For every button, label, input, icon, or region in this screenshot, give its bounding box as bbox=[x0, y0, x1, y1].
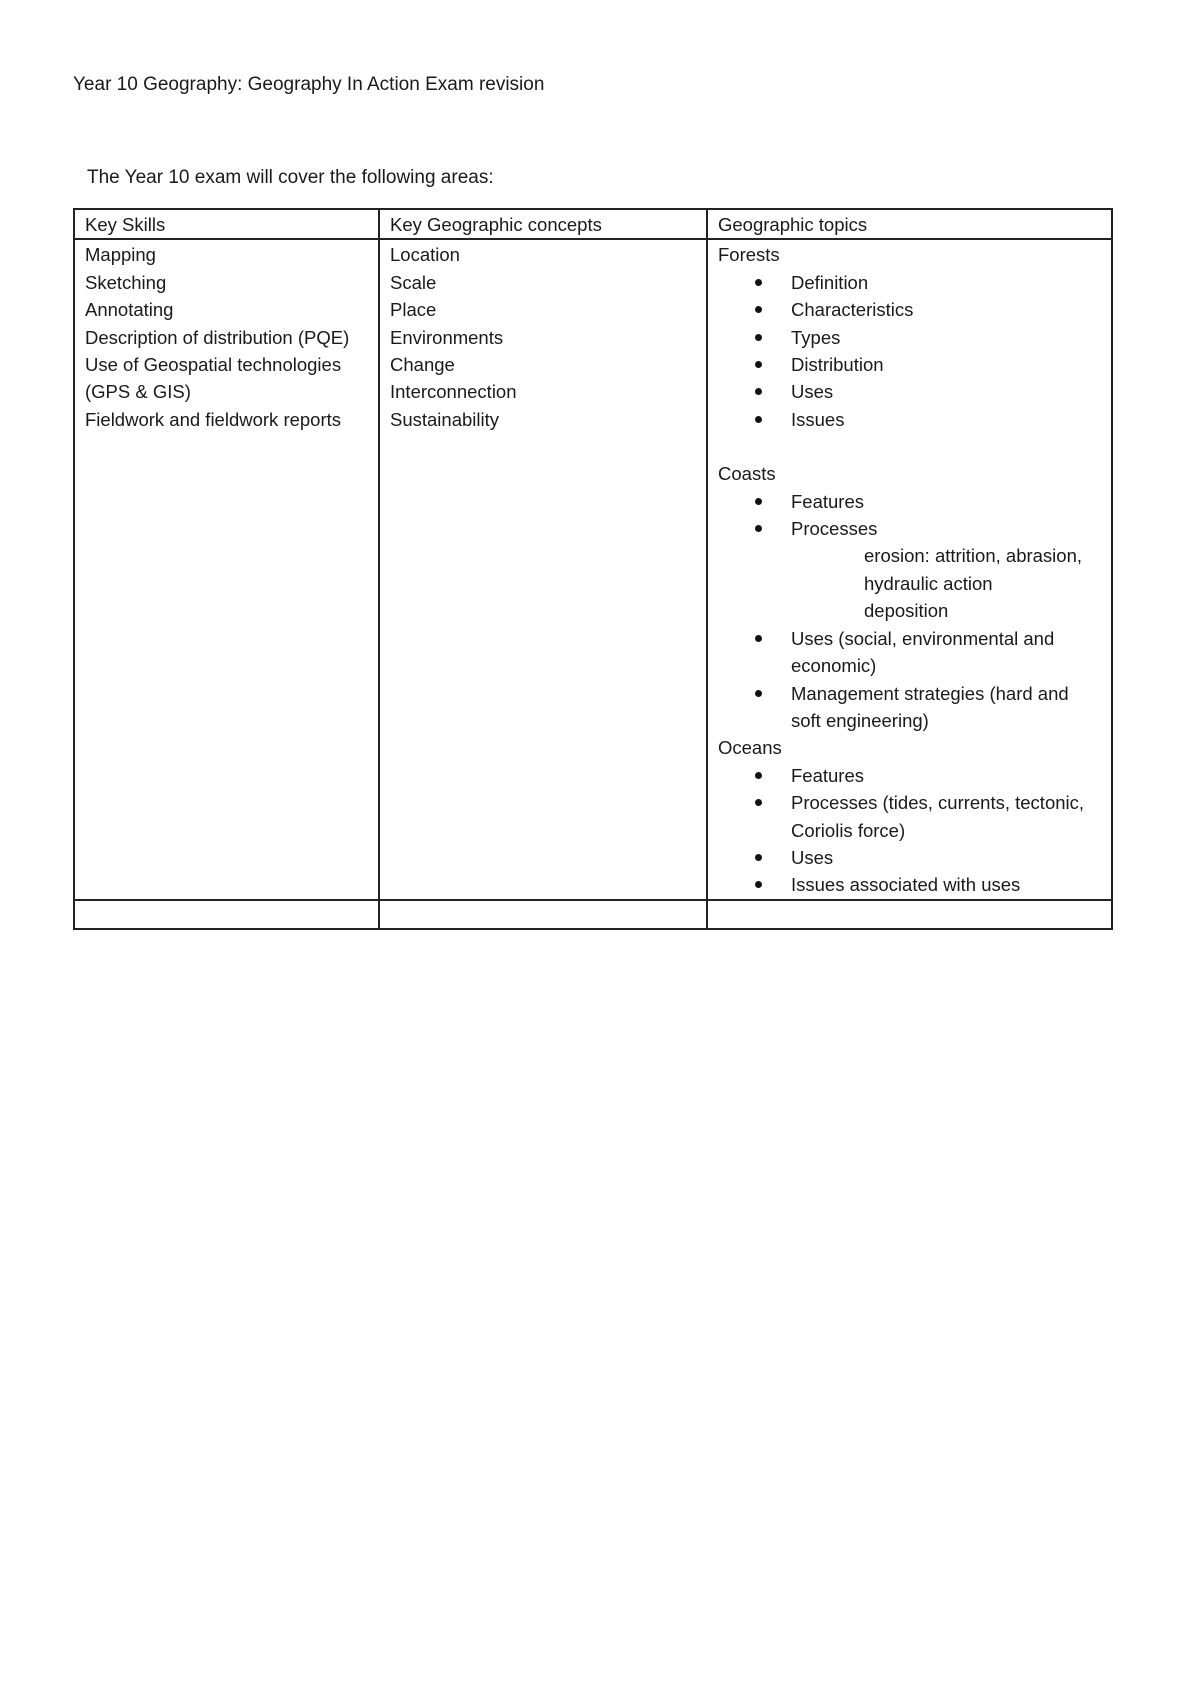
topic-coasts bbox=[718, 460, 1101, 734]
empty-table-row bbox=[74, 900, 1112, 929]
bullet-icon bbox=[755, 772, 762, 779]
topic-list bbox=[718, 762, 1101, 899]
list-item: Features bbox=[718, 762, 1101, 789]
bullet-icon bbox=[755, 279, 762, 286]
concept-item: Scale bbox=[390, 271, 437, 293]
list-item: Features bbox=[718, 488, 1101, 515]
topic-title: Oceans bbox=[718, 737, 782, 759]
bullet-icon bbox=[755, 854, 762, 861]
empty-cell bbox=[74, 900, 379, 929]
skill-item: Mapping bbox=[85, 244, 156, 266]
skill-item: Description of distribution (PQE) bbox=[85, 326, 350, 348]
list-item: Characteristics bbox=[718, 296, 1101, 323]
header-key-skills: Key Skills bbox=[74, 209, 379, 239]
empty-cell bbox=[707, 900, 1112, 929]
processes-detail: erosion: attrition, abrasion, hydraulic action bbox=[864, 545, 1083, 594]
header-key-concepts: Key Geographic concepts bbox=[379, 209, 707, 239]
bullet-icon bbox=[755, 525, 762, 532]
bullet-icon bbox=[755, 306, 762, 313]
list-item: Uses (social, environmental and economic) bbox=[718, 625, 1101, 680]
list-item: Definition bbox=[718, 269, 1101, 296]
bullet-icon bbox=[755, 334, 762, 341]
concept-item: Sustainability bbox=[390, 408, 500, 430]
geographic-topics-cell bbox=[707, 239, 1112, 899]
list-item: Types bbox=[718, 324, 1101, 351]
bullet-icon bbox=[755, 498, 762, 505]
processes-detail: deposition bbox=[864, 600, 949, 622]
document-title: Year 10 Geography: Geography In Action Exam revision bbox=[73, 74, 545, 95]
list-item: Issues associated with uses bbox=[718, 871, 1101, 898]
skill-item: Sketching bbox=[85, 271, 167, 293]
topic-list bbox=[718, 488, 1101, 735]
topic-oceans bbox=[718, 734, 1101, 898]
bullet-icon bbox=[755, 416, 762, 423]
table-row bbox=[74, 239, 1112, 899]
skill-item: Use of Geospatial technologies (GPS & GIS) bbox=[85, 354, 342, 403]
list-item: Management strategies (hard and soft engineering) bbox=[718, 680, 1101, 735]
list-item: Issues bbox=[718, 406, 1101, 433]
bullet-icon bbox=[755, 799, 762, 806]
bullet-icon bbox=[755, 635, 762, 642]
list-item: Uses bbox=[718, 844, 1101, 871]
bullet-icon bbox=[755, 881, 762, 888]
concept-item: Place bbox=[390, 299, 437, 321]
topic-title: Forests bbox=[718, 244, 780, 266]
topic-forests bbox=[718, 241, 1101, 433]
exam-areas-table bbox=[73, 208, 1113, 930]
concept-item: Environments bbox=[390, 326, 504, 348]
header-geographic-topics: Geographic topics bbox=[707, 209, 1112, 239]
list-item: Processes erosion: attrition, abrasion, hydraulic action deposition bbox=[718, 515, 1101, 625]
intro-text: The Year 10 exam will cover the following areas: bbox=[87, 167, 494, 188]
key-concepts-cell bbox=[379, 239, 707, 899]
topic-title: Coasts bbox=[718, 463, 776, 485]
list-item: Processes (tides, currents, tectonic, Coriolis force) bbox=[718, 789, 1101, 844]
concept-item: Change bbox=[390, 354, 455, 376]
topic-list bbox=[718, 269, 1101, 433]
list-item: Uses bbox=[718, 378, 1101, 405]
bullet-icon bbox=[755, 388, 762, 395]
list-item: Distribution bbox=[718, 351, 1101, 378]
bullet-icon bbox=[755, 690, 762, 697]
skill-item: Annotating bbox=[85, 299, 174, 321]
empty-cell bbox=[379, 900, 707, 929]
key-skills-cell bbox=[74, 239, 379, 899]
table-header-row bbox=[74, 209, 1112, 239]
bullet-icon bbox=[755, 361, 762, 368]
skill-item: Fieldwork and fieldwork reports bbox=[85, 408, 342, 430]
concept-item: Location bbox=[390, 244, 460, 266]
concept-item: Interconnection bbox=[390, 381, 517, 403]
